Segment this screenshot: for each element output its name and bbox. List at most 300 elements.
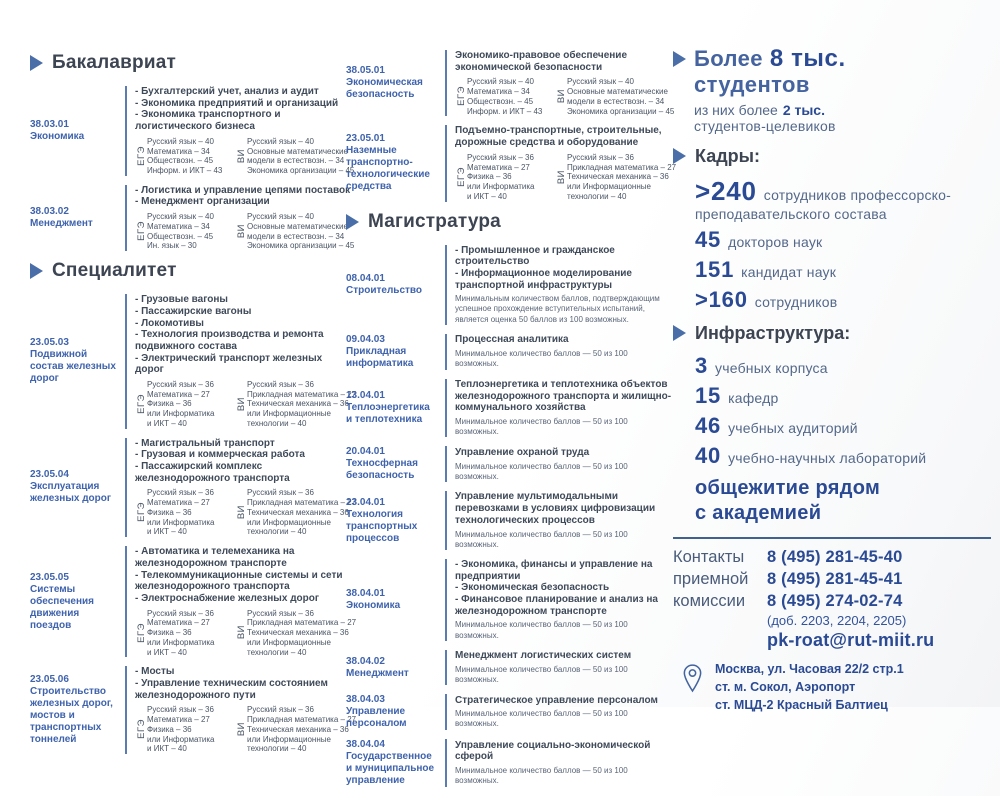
- exam-score: Экономика организации – 45: [247, 241, 355, 251]
- ege-label-text: ЕГЭ: [455, 166, 467, 187]
- min-score-note: Минимальное количество баллов — 50 из 100 возможных.: [455, 349, 628, 369]
- exam-score: Русский язык – 36: [247, 705, 314, 715]
- exam-score: Прикладная математика – 27: [247, 715, 357, 725]
- targeted-prefix: из них более: [694, 101, 778, 118]
- ege-label-text: ЕГЭ: [135, 502, 147, 523]
- section-title: Кадры:: [695, 145, 761, 166]
- contacts-label: [673, 547, 767, 651]
- program-name: Подвижной состав железных дорог: [30, 349, 116, 385]
- ege-label-text: ЕГЭ: [135, 719, 147, 740]
- program-profile: Экономико-правовое обеспечение экономической безопасности: [455, 50, 628, 73]
- program-name: Наземные транспортно-технологические средства: [346, 145, 430, 193]
- program-name: Технология транспортных процессов: [346, 508, 418, 544]
- exam-score: Экономика организации – 45: [567, 106, 675, 116]
- exam-score: технологии – 40: [247, 418, 307, 428]
- exam-group-ege: [135, 608, 231, 658]
- program-profile: - Грузовые вагоны: [135, 294, 228, 306]
- infrastructure-stats-list: [673, 353, 993, 469]
- exam-requirements: [135, 379, 357, 429]
- vi-label-text: ВИ: [235, 625, 247, 640]
- exam-requirements: [135, 487, 357, 537]
- stat-label: учебно-научных лабораторий: [728, 449, 927, 466]
- program-name: Системы обеспечения движения поездов: [30, 583, 95, 631]
- exam-score: Физика – 36: [147, 628, 192, 638]
- program-profile: - Менеджмент организации: [135, 196, 270, 208]
- section-arrow-icon: [673, 148, 686, 164]
- students-count-line: [694, 46, 846, 73]
- program-details: [125, 437, 357, 538]
- exam-score-list: [247, 608, 356, 658]
- section-title: Инфраструктура:: [695, 322, 851, 343]
- exam-score: и ИКТ – 40: [147, 647, 187, 657]
- program-code-name: [346, 50, 445, 116]
- program-code-name: [30, 666, 125, 754]
- program-profile: - Информационное моделирование транспортной инфраструктуры: [455, 267, 632, 291]
- program-20.04.01: [346, 446, 672, 482]
- students-count: 8 тыс.: [769, 45, 846, 72]
- exam-score-list: [247, 704, 356, 754]
- program-profile: - Телекоммуникационные системы и сети железнодорожного транспорта: [135, 569, 343, 593]
- stat-label: сотрудников профессорско-преподавательского состава: [695, 186, 952, 223]
- program-details: [445, 739, 672, 787]
- vi-label-text: ВИ: [235, 148, 247, 163]
- program-code: 23.05.03: [30, 337, 69, 349]
- ege-label-text: ЕГЭ: [135, 393, 147, 414]
- program-details: [445, 50, 675, 116]
- exam-score: Русский язык – 36: [147, 608, 214, 618]
- program-details: [445, 694, 672, 730]
- program-38.04.04: [346, 739, 672, 787]
- exam-group-ege: [455, 152, 551, 202]
- exam-score: Техническая механика – 36: [247, 399, 349, 409]
- exam-requirements: [135, 136, 355, 176]
- program-code: 23.04.01: [346, 496, 385, 508]
- program-details: [125, 546, 357, 657]
- stat-row: [695, 176, 993, 223]
- section-header-master: [346, 211, 672, 233]
- exam-score: Математика – 34: [147, 221, 210, 231]
- exam-score: Математика – 27: [147, 618, 210, 628]
- min-score-note: Минимальное количество баллов — 50 из 100 возможных.: [455, 766, 628, 786]
- program-profile: - Грузовая и коммерческая работа: [135, 449, 305, 461]
- column-specialist-master: [346, 50, 677, 796]
- exam-score: Математика – 27: [467, 162, 530, 172]
- exam-score: модели в естествозн. – 34: [247, 231, 345, 241]
- exam-score: или Информационные: [247, 734, 331, 744]
- program-profile: Управление охраной труда: [455, 446, 590, 458]
- phone-number: 8 (495) 274-02-74: [767, 591, 903, 610]
- exam-requirements: [455, 76, 675, 116]
- address-line: ст. МЦД-2 Красный Балтиец: [715, 697, 888, 712]
- exam-score: технологии – 40: [567, 191, 627, 201]
- exam-score: Математика – 27: [147, 715, 210, 725]
- location-pin-icon: [681, 663, 704, 694]
- stat-value: >160: [695, 286, 748, 312]
- stat-value: 15: [695, 382, 722, 408]
- exam-score: Экономика организации – 45: [247, 166, 355, 175]
- phone-extensions: (доб. 2203, 2204, 2205): [767, 613, 907, 629]
- stat-label: учебных аудиторий: [728, 419, 858, 436]
- exam-requirements: [135, 211, 355, 251]
- program-profile: Управление социально-экономической сферой: [455, 739, 651, 763]
- program-name: Менеджмент: [30, 217, 93, 229]
- vi-rotated-label: [555, 152, 567, 202]
- program-code-name: [346, 491, 445, 550]
- bachelor-program-list: [30, 86, 355, 251]
- exam-score: или Информатика: [147, 517, 215, 527]
- program-details: [445, 334, 672, 370]
- admission-contacts: [673, 547, 991, 651]
- exam-score-list: [147, 211, 214, 251]
- program-code-name: [30, 86, 125, 176]
- program-profile: Подъемно-транспортные, строительные, дорожные средства и оборудование: [455, 125, 662, 149]
- program-code-name: [30, 185, 125, 251]
- section-arrow-icon: [30, 263, 43, 279]
- exam-score: и ИКТ – 40: [147, 527, 187, 537]
- program-23.05.05: [30, 546, 357, 657]
- stats-panel: [673, 46, 993, 526]
- program-details: [445, 491, 672, 550]
- program-profile: - Электроснабжение железных дорог: [135, 592, 320, 604]
- stat-value: 40: [695, 442, 722, 468]
- exam-score: или Информатика: [467, 182, 535, 191]
- program-23.05.06: [30, 666, 357, 754]
- exam-score-list: [247, 136, 354, 176]
- program-profile: - Экономика, финансы и управление на предприятии: [455, 559, 653, 582]
- min-score-note: Минимальное количество баллов — 50 из 100 возможных.: [455, 664, 628, 684]
- students-stat: [673, 46, 993, 136]
- program-profile: - Экономика предприятий и организаций: [135, 97, 339, 109]
- staff-stats-list: [673, 176, 993, 313]
- ege-rotated-label: [455, 152, 467, 202]
- program-38.04.01: [346, 559, 672, 641]
- program-code-name: [346, 650, 445, 685]
- vi-rotated-label: [235, 211, 247, 251]
- program-code-name: [346, 739, 445, 787]
- exam-score: Техническая механика – 36: [567, 172, 669, 182]
- program-profile: - Локомотивы: [135, 317, 204, 329]
- exam-score: Русский язык – 36: [247, 488, 314, 498]
- program-name: Теплоэнергетика и теплотехника: [346, 402, 430, 426]
- exam-score: Техническая механика – 36: [247, 628, 349, 638]
- exam-score: Информ. и ИКТ – 43: [147, 166, 223, 175]
- program-23.05.03: [30, 294, 357, 429]
- exam-score: Русский язык – 36: [567, 152, 634, 162]
- exam-group-vi: [235, 211, 354, 251]
- exam-group-vi: [555, 76, 674, 116]
- program-38.03.01: [30, 86, 355, 176]
- program-name: Управление персоналом: [346, 706, 407, 730]
- exam-score: Русский язык – 40: [247, 212, 314, 222]
- ege-rotated-label: [135, 211, 147, 251]
- dormitory-line: с академией: [695, 501, 822, 524]
- exam-score-list: [467, 152, 535, 202]
- exam-group-ege: [135, 379, 231, 429]
- program-profile: - Промышленное и гражданское строительство: [455, 244, 615, 268]
- program-code-name: [346, 694, 445, 730]
- min-score-note: Минимальное количество баллов — 50 из 100 возможных.: [455, 461, 628, 481]
- min-score-note: Минимальным количеством баллов, подтверждающим успешное прохождение вступительных испытаний, является оценка 50 баллов из 100 возможных.: [455, 294, 660, 324]
- program-23.04.01: [346, 491, 672, 550]
- exam-score: Русский язык – 40: [467, 77, 534, 87]
- exam-score: Русский язык – 36: [147, 488, 214, 498]
- ege-rotated-label: [135, 136, 147, 176]
- exam-score: Физика – 36: [147, 507, 192, 517]
- exam-group-ege: [135, 487, 231, 537]
- section-header-staff: [673, 146, 993, 167]
- exam-score: Обществозн. – 45: [147, 231, 214, 241]
- section-arrow-icon: [346, 214, 359, 230]
- exam-score: или Информационные: [247, 409, 331, 419]
- exam-score: Физика – 36: [147, 724, 192, 734]
- stat-value: 3: [695, 352, 709, 378]
- address-line: ст. м. Сокол, Аэропорт: [715, 680, 856, 695]
- ege-label-text: ЕГЭ: [455, 86, 467, 107]
- divider-line: [673, 537, 991, 539]
- exam-score: Основные математические: [247, 146, 348, 156]
- ege-rotated-label: [135, 379, 147, 429]
- stat-row: [695, 383, 993, 409]
- vi-rotated-label: [555, 76, 567, 116]
- program-profile: Управление мультимодальными перевозками в условиях цифровизации технологических процессов: [455, 491, 656, 526]
- exam-score: Математика – 27: [147, 389, 210, 399]
- ege-label-text: ЕГЭ: [135, 145, 147, 166]
- exam-group-vi: [235, 136, 354, 176]
- program-code-name: [346, 379, 445, 438]
- vi-label-text: ВИ: [235, 505, 247, 520]
- contacts-block: [673, 537, 991, 715]
- program-code: 23.05.04: [30, 469, 69, 481]
- exam-group-vi: [235, 704, 356, 754]
- targeted-word: студентов-целевиков: [694, 118, 836, 135]
- program-profile: - Экономическая безопасность: [455, 582, 610, 594]
- section-title: Бакалавриат: [52, 52, 176, 73]
- min-score-note: Минимальное количество баллов — 50 из 100 возможных.: [455, 417, 628, 437]
- exam-score: Физика – 36: [467, 172, 512, 182]
- exam-score: Русский язык – 40: [147, 136, 214, 146]
- program-code: 38.04.02: [346, 655, 385, 667]
- exam-group-vi: [235, 487, 356, 537]
- exam-score: Русский язык – 36: [247, 379, 314, 389]
- exam-score-list: [147, 487, 215, 537]
- section-title: Магистратура: [368, 210, 501, 232]
- phone-number: 8 (495) 281-45-40: [767, 548, 903, 566]
- program-38.04.03: [346, 694, 672, 730]
- exam-group-ege: [455, 76, 551, 116]
- program-code: 08.04.01: [346, 272, 385, 284]
- exam-score-list: [247, 379, 356, 429]
- ege-rotated-label: [135, 487, 147, 537]
- stat-label: кандидат наук: [741, 263, 837, 280]
- exam-requirements: [135, 608, 357, 658]
- section-header-specialist: [30, 260, 352, 282]
- program-code: 23.05.06: [30, 674, 69, 686]
- program-profile: - Управление техническим состоянием железнодорожного пути: [135, 678, 328, 701]
- exam-score: Техническая механика – 36: [247, 507, 349, 517]
- exam-score: или Информационные: [247, 637, 331, 647]
- vi-rotated-label: [235, 136, 247, 176]
- program-profile: Стратегическое управление персоналом: [455, 694, 658, 706]
- stat-value: 151: [695, 256, 735, 282]
- program-code: 23.05.05: [30, 571, 69, 583]
- contacts-label-line: приемной: [673, 569, 749, 588]
- program-code-name: [346, 125, 445, 201]
- section-header-bachelor: [30, 52, 352, 74]
- program-profile: - Экономика транспортного и логистического бизнеса: [135, 109, 281, 133]
- program-name: Эксплуатация железных дорог: [30, 481, 112, 505]
- min-score-note: Минимальное количество баллов — 50 из 100 возможных.: [455, 620, 628, 640]
- exam-group-ege: [135, 704, 231, 754]
- program-profile: Процессная аналитика: [455, 334, 569, 346]
- program-name: Государственное и муниципальное управление: [346, 751, 435, 787]
- program-profile: - Пассажирский комплекс железнодорожного транспорта: [135, 461, 290, 484]
- program-code: 38.04.01: [346, 587, 385, 599]
- exam-score-list: [567, 76, 674, 116]
- vi-label-text: ВИ: [235, 224, 247, 239]
- program-code-name: [346, 446, 445, 482]
- vi-rotated-label: [235, 704, 247, 754]
- exam-group-vi: [555, 152, 676, 202]
- exam-score: Русский язык – 36: [247, 608, 314, 618]
- program-code: 38.04.04: [346, 739, 385, 751]
- exam-score: технологии – 40: [247, 744, 307, 754]
- exam-score: Русский язык – 40: [567, 77, 634, 87]
- ege-label-text: ЕГЭ: [135, 622, 147, 643]
- ege-rotated-label: [135, 704, 147, 754]
- contacts-label-line: комиссии: [673, 591, 746, 610]
- exam-score-list: [247, 487, 356, 537]
- exam-score: Ин. язык – 30: [147, 241, 197, 251]
- exam-score: или Информатика: [147, 734, 215, 744]
- stat-value: 46: [695, 412, 722, 438]
- stat-row: [695, 353, 993, 379]
- exam-score: Основные математические: [247, 221, 348, 231]
- program-profile: - Автоматика и телемеханика на железнодорожном транспорте: [135, 546, 295, 569]
- program-details: [125, 294, 357, 429]
- stat-label: кафедр: [728, 389, 779, 406]
- program-name: Экономика: [346, 599, 401, 611]
- exam-score: и ИКТ – 40: [147, 418, 187, 428]
- program-code: 38.03.02: [30, 205, 69, 217]
- exam-score: модели в естествозн. – 34: [567, 96, 665, 106]
- exam-score: и ИКТ – 40: [467, 191, 507, 201]
- program-name: Строительство: [346, 284, 423, 296]
- exam-score: Основные математические: [567, 87, 668, 97]
- phone-number: 8 (495) 281-45-41: [767, 569, 903, 588]
- program-profile: - Мосты: [135, 666, 175, 678]
- exam-score-list: [467, 76, 542, 116]
- program-profile: Менеджмент логистических систем: [455, 649, 632, 661]
- exam-score: Русский язык – 40: [147, 212, 214, 222]
- exam-score-list: [567, 152, 676, 202]
- exam-score: модели в естествозн. – 34: [247, 156, 345, 166]
- program-code: 38.05.01: [346, 65, 385, 77]
- master-program-list: [346, 245, 672, 788]
- program-profile: - Технология производства и ремонта подвижного состава: [135, 329, 324, 352]
- stat-row: [695, 257, 993, 283]
- program-profile: - Бухгалтерский учет, анализ и аудит: [135, 86, 319, 97]
- program-name: Строительство железных дорог, мостов и транспортных тоннелей: [30, 686, 113, 746]
- exam-group-vi: [235, 608, 356, 658]
- exam-score: Русский язык – 36: [147, 379, 214, 389]
- program-details: [445, 446, 672, 482]
- program-details: [445, 125, 677, 201]
- program-name: Техносферная безопасность: [346, 458, 418, 482]
- email-address: pk-roat@rut-miit.ru: [767, 630, 935, 651]
- program-name: Экономическая безопасность: [346, 77, 423, 101]
- program-details: [445, 559, 672, 641]
- program-details: [445, 650, 672, 685]
- exam-score: Техническая механика – 36: [247, 724, 349, 734]
- dormitory-note: [695, 476, 993, 526]
- exam-score: или Информационные: [247, 517, 331, 527]
- section-arrow-icon: [30, 55, 43, 71]
- targeted-students-line: [694, 102, 846, 119]
- min-score-note: Минимальное количество баллов — 50 из 100 возможных.: [455, 529, 628, 549]
- section-arrow-icon: [673, 325, 686, 341]
- column-bachelor-specialist: [30, 50, 357, 763]
- exam-score: Математика – 34: [147, 146, 210, 156]
- program-details: [445, 379, 672, 438]
- program-code: 38.03.01: [30, 118, 69, 130]
- exam-score: Русский язык – 40: [247, 136, 314, 146]
- program-code-name: [346, 559, 445, 641]
- program-code-name: [346, 334, 445, 370]
- program-code-name: [30, 294, 125, 429]
- program-09.04.03: [346, 334, 672, 370]
- program-code: 13.04.01: [346, 390, 385, 402]
- program-38.05.01: [346, 50, 675, 116]
- students-word: студентов: [694, 71, 810, 97]
- exam-group-ege: [135, 136, 231, 176]
- program-details: [445, 245, 672, 325]
- exam-score-list: [147, 608, 215, 658]
- students-stat-text: [694, 46, 846, 136]
- phone-list: [767, 547, 991, 612]
- exam-score-list: [147, 379, 215, 429]
- program-code-name: [30, 546, 125, 657]
- program-code: 38.04.03: [346, 694, 385, 706]
- exam-score: Физика – 36: [147, 399, 192, 409]
- program-code: 20.04.01: [346, 446, 385, 458]
- stat-label: учебных корпуса: [715, 359, 828, 376]
- exam-score-list: [247, 211, 354, 251]
- ege-rotated-label: [135, 608, 147, 658]
- ege-rotated-label: [455, 76, 467, 116]
- exam-score: Информ. и ИКТ – 43: [467, 106, 543, 116]
- program-profile: - Логистика и управление цепями поставок: [135, 184, 351, 196]
- vi-rotated-label: [235, 379, 247, 429]
- program-38.04.02: [346, 650, 672, 685]
- exam-score: Русский язык – 36: [467, 152, 534, 162]
- exam-score: технологии – 40: [247, 647, 307, 657]
- exam-score: Математика – 34: [467, 87, 530, 97]
- exam-score: Обществозн. – 45: [147, 156, 214, 166]
- exam-score: Прикладная математика – 27: [247, 389, 357, 399]
- exam-score: Математика – 27: [147, 498, 210, 508]
- contacts-values: [767, 547, 991, 651]
- program-code: 23.05.01: [346, 133, 385, 145]
- exam-score: или Информатика: [147, 409, 215, 419]
- program-code-name: [30, 438, 125, 538]
- program-name: Экономика: [30, 130, 85, 142]
- stat-value: 45: [695, 226, 722, 252]
- exam-score: и ИКТ – 40: [147, 744, 187, 754]
- program-code: 09.04.03: [346, 333, 385, 345]
- exam-requirements: [455, 152, 677, 202]
- targeted-count: 2 тыс.: [782, 101, 825, 118]
- exam-group-ege: [135, 211, 231, 251]
